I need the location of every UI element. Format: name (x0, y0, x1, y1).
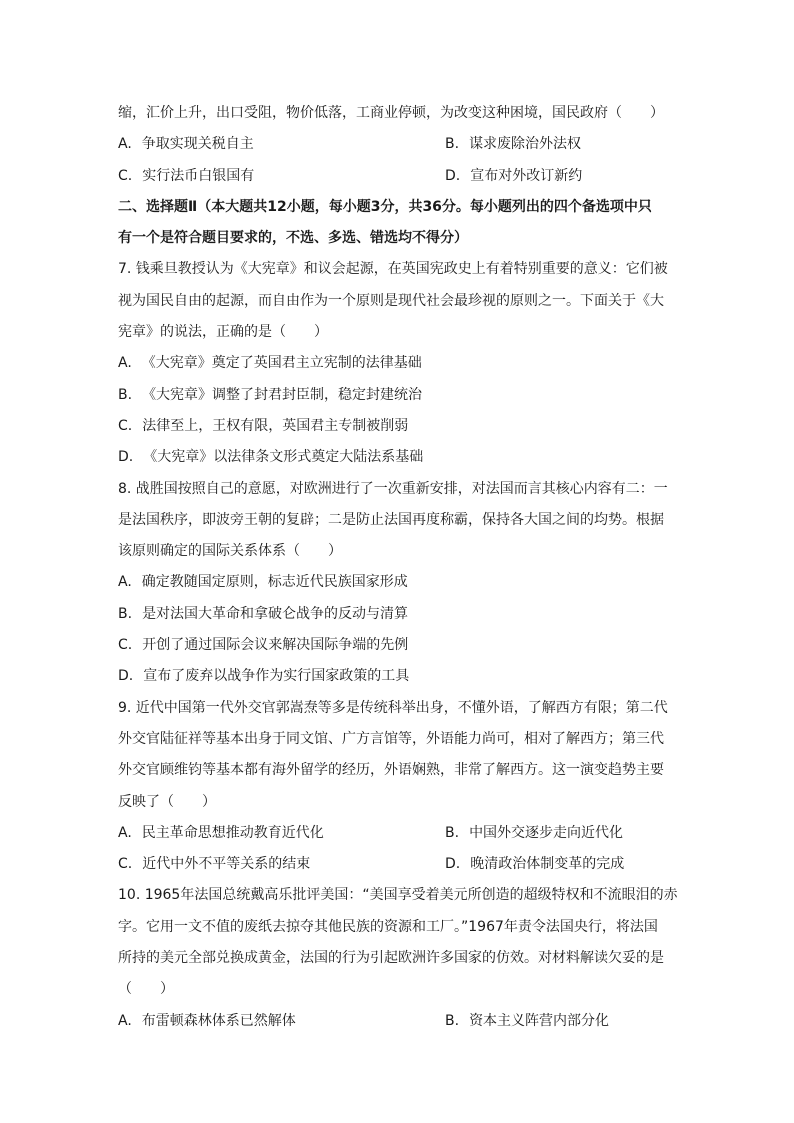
option-text: 《大宪章》调整了封君封臣制，稳定封建统治 (142, 386, 423, 403)
option-text: 《大宪章》以法律条文形式奠定大陆法系基础 (143, 449, 424, 466)
q10-stem-line-3: 所持的美元全部兑换成黄金，法国的行为引起欧洲许多国家的仿效。对材料解读欠妥的是 (118, 950, 664, 967)
option-text: 近代中外不平等关系的结束 (142, 856, 311, 873)
q8-option-c[interactable] (118, 630, 678, 661)
section-2-title-line-2: 有一个是符合题目要求的，不选、多选、错选均不得分） (118, 230, 468, 247)
option-letter: C. (118, 637, 133, 654)
q7-option-d[interactable] (118, 442, 678, 473)
q6-option-d[interactable] (445, 161, 678, 192)
option-letter: D. (118, 449, 134, 466)
option-text: 法律至上，王权有限，英国君主专制被削弱 (142, 417, 409, 434)
option-text: 民主革命思想推动教育近代化 (141, 824, 324, 841)
q10-stem-line-2: 字。它用一文不值的废纸去掠夺其他民族的资源和工厂。”1967年责令法国央行，将法国 (118, 918, 658, 935)
option-letter: D. (445, 167, 461, 184)
option-letter: B. (445, 1012, 460, 1029)
q9-options-row-2 (118, 849, 678, 880)
q9-option-d[interactable] (445, 849, 678, 880)
q8-option-a[interactable] (118, 567, 678, 598)
q8-stem-line-3: 该原则确定的国际关系体系（ ） (118, 543, 342, 560)
option-text: 中国外交逐步走向近代化 (469, 824, 624, 841)
q10-option-b[interactable] (445, 1006, 678, 1037)
q10-options-row-1 (118, 1006, 678, 1037)
option-letter: C. (118, 856, 133, 873)
q9-option-b[interactable] (445, 818, 678, 849)
q9-option-c[interactable] (118, 849, 445, 880)
q8-option-b[interactable] (118, 599, 678, 630)
q6-options-row-2 (118, 161, 678, 192)
option-text: 晚清政治体制变革的完成 (470, 856, 625, 873)
q10-stem-line-1: 10. 1965年法国总统戴高乐批评美国：“美国享受着美元所创造的超级特权和不流眼泪的赤 (118, 887, 678, 904)
exam-page (118, 98, 678, 1037)
option-text: 谋求废除治外法权 (469, 136, 582, 153)
q7-option-b[interactable] (118, 380, 678, 411)
option-letter: D. (445, 856, 461, 873)
option-letter: B. (445, 824, 460, 841)
option-text: 确定教随国定原则，标志近代民族国家形成 (141, 574, 408, 591)
q9-stem-line-3: 外交官顾维钧等基本都有海外留学的经历，外语娴熟，非常了解西方。这一演变趋势主要 (118, 762, 664, 779)
option-letter: C. (118, 417, 133, 434)
option-letter: B. (118, 386, 133, 403)
option-letter: B. (445, 136, 460, 153)
option-text: 布雷顿森林体系已然解体 (141, 1012, 296, 1029)
q7-stem-line-3: 宪章》的说法，正确的是（ ） (118, 324, 328, 341)
q10-option-a[interactable] (118, 1006, 445, 1037)
q8-stem-line-1: 8. 战胜国按照自己的意愿，对欧洲进行了一次重新安排，对法国而言其核心内容有二：一 (118, 480, 668, 497)
option-text: 争取实现关税自主 (141, 136, 254, 153)
option-text: 《大宪章》奠定了英国君主立宪制的法律基础 (141, 355, 422, 372)
option-letter: D. (118, 668, 134, 685)
q8-option-d[interactable] (118, 661, 678, 692)
q6-stem-tail: 缩，汇价上升，出口受阻，物价低落，工商业停顿，为改变这种困境，国民政府（ ） (118, 105, 664, 121)
option-text: 宣布了废弃以战争作为实行国家政策的工具 (143, 668, 410, 685)
q9-stem-line-4: 反映了（ ） (118, 793, 216, 810)
option-letter: B. (118, 605, 133, 622)
option-text: 资本主义阵营内部分化 (469, 1012, 610, 1029)
option-letter: A. (118, 355, 132, 372)
option-letter: C. (118, 167, 133, 184)
option-text: 开创了通过国际会议来解决国际争端的先例 (142, 637, 409, 654)
q7-stem-line-1: 7. 钱乘旦教授认为《大宪章》和议会起源，在英国宪政史上有着特别重要的意义：它们被 (118, 261, 668, 278)
q6-option-a[interactable] (118, 129, 445, 160)
q7-option-a[interactable] (118, 348, 678, 379)
q9-options-row-1 (118, 818, 678, 849)
option-text: 实行法币白银国有 (142, 167, 255, 184)
q9-stem-line-1: 9. 近代中国第一代外交官郭嵩焘等多是传统科举出身，不懂外语，了解西方有限；第二代 (118, 699, 668, 716)
q10-stem-line-4: （ ） (118, 981, 174, 998)
option-text: 宣布对外改订新约 (470, 167, 583, 184)
option-letter: A. (118, 1012, 132, 1029)
q6-options-row-1 (118, 129, 678, 160)
q8-stem-line-2: 是法国秩序，即波旁王朝的复辟；二是防止法国再度称霸，保持各大国之间的均势。根据 (118, 511, 664, 528)
q6-option-c[interactable] (118, 161, 445, 192)
q6-option-b[interactable] (445, 129, 678, 160)
option-letter: A. (118, 574, 132, 591)
option-text: 是对法国大革命和拿破仑战争的反动与清算 (142, 605, 409, 622)
q7-option-c[interactable] (118, 411, 678, 442)
option-letter: A. (118, 824, 132, 841)
q9-stem-line-2: 外交官陆征祥等基本出身于同文馆、广方言馆等，外语能力尚可，相对了解西方；第三代 (118, 730, 664, 747)
q9-option-a[interactable] (118, 818, 445, 849)
q7-stem-line-2: 视为国民自由的起源，而自由作为一个原则是现代社会最珍视的原则之一。下面关于《大 (118, 292, 664, 309)
option-letter: A. (118, 136, 132, 153)
section-2-title-line-1: 二、选择题Ⅱ（本大题共12小题，每小题3分，共36分。每小题列出的四个备选项中只 (118, 198, 652, 215)
